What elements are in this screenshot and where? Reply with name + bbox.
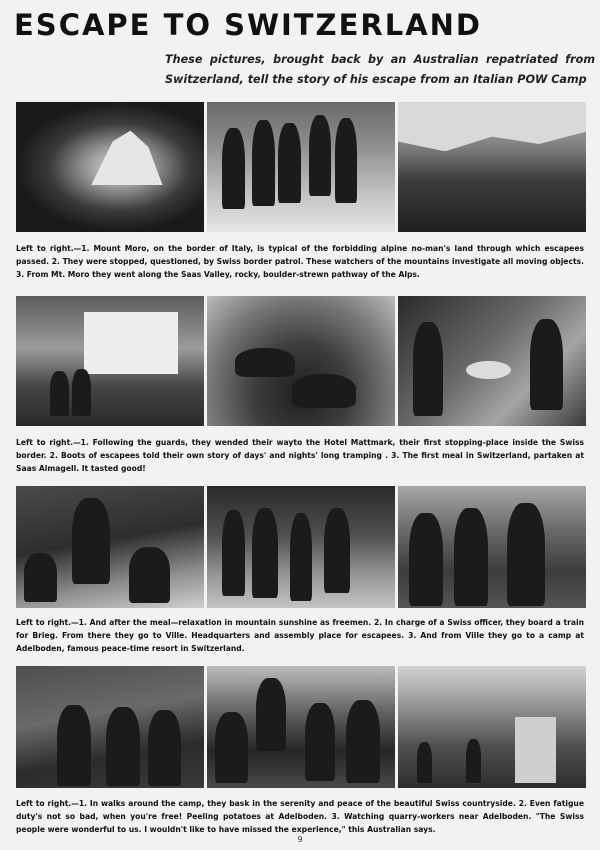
photo-hotel-mattmark [16, 296, 204, 426]
photo-border-patrol [207, 102, 395, 232]
photo-train-brieg [207, 486, 395, 608]
photo-row-4 [16, 666, 586, 788]
photo-first-meal [398, 296, 586, 426]
caption-row-1: Left to right.—1. Mount Moro, on the border of Italy, is typical of the forbidding alpine no-man's land through which escapees passed. 2. They were stopped, questioned, by Swiss border patrol. These watchers of the mountains investigate all moving objects. 3. From Mt. Moro they went along the Saas Valley, rocky, boulder-strewn pathway of the Alps. [16, 244, 584, 279]
photo-mount-moro [16, 102, 204, 232]
page-title: ESCAPE TO SWITZERLAND [14, 8, 482, 42]
photo-camp-walk [16, 666, 204, 788]
photo-adelboden-camp [398, 486, 586, 608]
photo-boots [207, 296, 395, 426]
photo-row-3 [16, 486, 586, 608]
intro-text: These pictures, brought back by an Australian repatriated from Switzerland, tell the story of his escape from an Italian POW Camp [165, 53, 595, 86]
photo-saas-valley [398, 102, 586, 232]
photo-peeling-potatoes [207, 666, 395, 788]
caption-row-3: Left to right.—1. And after the meal—relaxation in mountain sunshine as freemen. 2. In charge of a Swiss officer, they board a train for Brieg. From there they go to Ville. Headquarters and assembly place for escapees. 3. And from Ville they go to a camp at Adelboden, famous peace-time resort in Switzerland. [16, 618, 584, 653]
caption-row-4: Left to right.—1. In walks around the camp, they bask in the serenity and peace of the beautiful Swiss countryside. 2. Even fatigue duty's not so bad, when you're free! Peeling potatoes at Adelboden. 3. Watching quarry-workers near Adelboden. "The Swiss people were wonderful to us. I wouldn't like to have missed the experience," this Australian says. [16, 799, 584, 834]
caption-row-2: Left to right.—1. Following the guards, they wended their wayto the Hotel Mattmark, their first stopping-place inside the Swiss border. 2. Boots of escapees told their own story of days' and nights' long tramping . 3. The first meal in Switzerland, partaken at Saas Almagell. It tasted good! [16, 438, 584, 473]
photo-row-1 [16, 102, 586, 232]
page-number: 9 [297, 835, 303, 844]
photo-relaxation [16, 486, 204, 608]
photo-quarry-workers [398, 666, 586, 788]
photo-row-2 [16, 296, 586, 426]
